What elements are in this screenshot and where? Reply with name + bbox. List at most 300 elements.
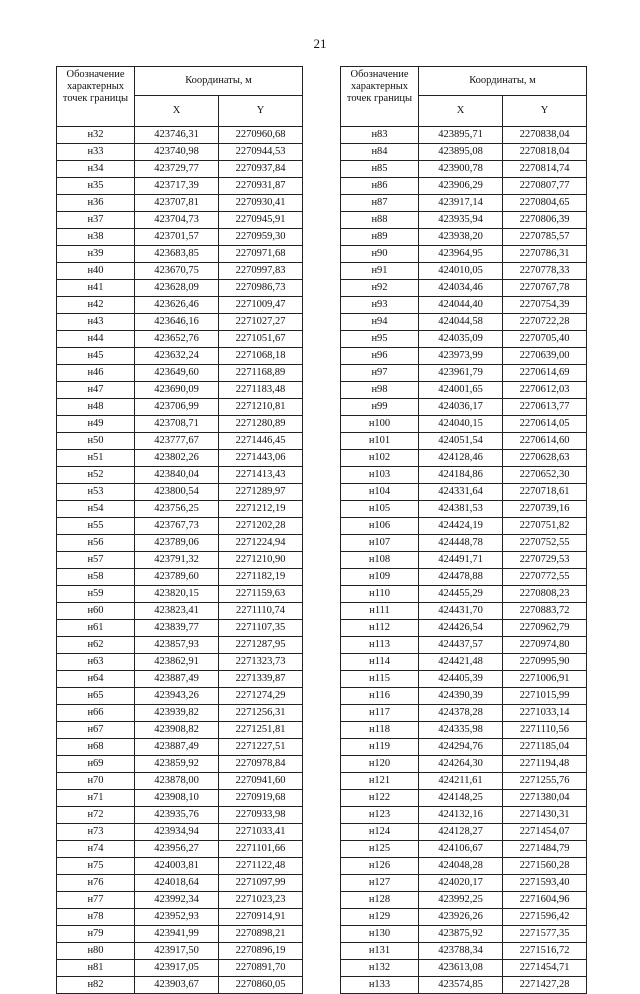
x-coordinate-cell: 423788,34 (419, 943, 503, 960)
point-id-cell: н99 (341, 399, 419, 416)
table-row (341, 399, 587, 416)
point-id-cell: н117 (341, 705, 419, 722)
table-row (57, 620, 303, 637)
point-id-cell: н36 (57, 195, 135, 212)
y-coordinate-cell: 2270896,19 (219, 943, 303, 960)
table-row (341, 263, 587, 280)
x-coordinate-cell: 423789,60 (135, 569, 219, 586)
point-id-cell: н54 (57, 501, 135, 518)
table-row (341, 212, 587, 229)
point-id-cell: н79 (57, 926, 135, 943)
point-id-cell: н131 (341, 943, 419, 960)
y-coordinate-cell: 2270883,72 (503, 603, 587, 620)
point-id-cell: н75 (57, 858, 135, 875)
x-coordinate-cell: 424390,39 (419, 688, 503, 705)
point-id-cell: н85 (341, 161, 419, 178)
x-coordinate-cell: 423789,06 (135, 535, 219, 552)
x-coordinate-cell: 424455,29 (419, 586, 503, 603)
point-id-cell: н89 (341, 229, 419, 246)
y-coordinate-cell: 2271068,18 (219, 348, 303, 365)
point-id-cell: н103 (341, 467, 419, 484)
x-coordinate-cell: 423690,09 (135, 382, 219, 399)
y-coordinate-cell: 2270807,77 (503, 178, 587, 195)
x-coordinate-cell: 423628,09 (135, 280, 219, 297)
y-coordinate-cell: 2270722,28 (503, 314, 587, 331)
y-coordinate-cell: 2270785,57 (503, 229, 587, 246)
point-id-cell: н87 (341, 195, 419, 212)
table-row (341, 552, 587, 569)
y-coordinate-cell: 2270959,30 (219, 229, 303, 246)
table-row (57, 416, 303, 433)
y-coordinate-cell: 2271224,94 (219, 535, 303, 552)
point-id-cell: н130 (341, 926, 419, 943)
y-coordinate-cell: 2271380,04 (503, 790, 587, 807)
y-coordinate-cell: 2271194,48 (503, 756, 587, 773)
table-row (57, 195, 303, 212)
point-id-cell: н106 (341, 518, 419, 535)
y-coordinate-cell: 2270941,60 (219, 773, 303, 790)
x-coordinate-cell: 424431,70 (419, 603, 503, 620)
x-coordinate-cell: 423917,50 (135, 943, 219, 960)
table-row (341, 909, 587, 926)
x-coordinate-cell: 423895,71 (419, 127, 503, 144)
y-coordinate-cell: 2270652,30 (503, 467, 587, 484)
y-coordinate-cell: 2271339,87 (219, 671, 303, 688)
x-coordinate-cell: 424211,61 (419, 773, 503, 790)
x-coordinate-cell: 423992,25 (419, 892, 503, 909)
y-coordinate-cell: 2270705,40 (503, 331, 587, 348)
table-row (341, 229, 587, 246)
table-row (341, 535, 587, 552)
point-id-cell: н113 (341, 637, 419, 654)
x-coordinate-cell: 423729,77 (135, 161, 219, 178)
y-coordinate-cell: 2271182,19 (219, 569, 303, 586)
point-id-cell: н32 (57, 127, 135, 144)
x-coordinate-cell: 424036,17 (419, 399, 503, 416)
table-row (341, 161, 587, 178)
y-coordinate-cell: 2271097,99 (219, 875, 303, 892)
x-coordinate-cell: 423704,73 (135, 212, 219, 229)
y-coordinate-cell: 2271430,31 (503, 807, 587, 824)
x-coordinate-cell: 423908,10 (135, 790, 219, 807)
point-id-cell: н114 (341, 654, 419, 671)
table-row (341, 671, 587, 688)
point-id-cell: н78 (57, 909, 135, 926)
table-row (57, 671, 303, 688)
point-id-cell: н95 (341, 331, 419, 348)
table-row (57, 739, 303, 756)
table-row (57, 654, 303, 671)
point-id-cell: н110 (341, 586, 419, 603)
coordinates-table-right (340, 66, 587, 994)
table-row (341, 450, 587, 467)
page-number: 21 (313, 36, 327, 51)
x-coordinate-cell: 424331,64 (419, 484, 503, 501)
x-coordinate-cell: 423839,77 (135, 620, 219, 637)
table-body-left (57, 127, 303, 994)
point-id-cell: н133 (341, 977, 419, 994)
point-id-cell: н38 (57, 229, 135, 246)
header-coordinates: Координаты, м (135, 67, 303, 96)
y-coordinate-cell: 2271183,48 (219, 382, 303, 399)
header-coordinates: Координаты, м (419, 67, 587, 96)
table-row (57, 212, 303, 229)
x-coordinate-cell: 423952,93 (135, 909, 219, 926)
x-coordinate-cell: 423717,39 (135, 178, 219, 195)
table-row (341, 365, 587, 382)
y-coordinate-cell: 2271033,41 (219, 824, 303, 841)
x-coordinate-cell: 423767,73 (135, 518, 219, 535)
y-coordinate-cell: 2270752,55 (503, 535, 587, 552)
point-id-cell: н125 (341, 841, 419, 858)
point-id-cell: н71 (57, 790, 135, 807)
y-coordinate-cell: 2270718,61 (503, 484, 587, 501)
point-id-cell: н80 (57, 943, 135, 960)
point-id-cell: н94 (341, 314, 419, 331)
table-row (341, 790, 587, 807)
table-row (341, 756, 587, 773)
table-row (57, 807, 303, 824)
table-row (57, 314, 303, 331)
header-y: Y (503, 95, 587, 126)
table-row (341, 620, 587, 637)
point-id-cell: н39 (57, 246, 135, 263)
y-coordinate-cell: 2271516,72 (503, 943, 587, 960)
x-coordinate-cell: 424051,54 (419, 433, 503, 450)
table-row (57, 909, 303, 926)
y-coordinate-cell: 2270628,63 (503, 450, 587, 467)
header-point: Обозначение характерных точек границы (57, 67, 135, 127)
point-id-cell: н70 (57, 773, 135, 790)
x-coordinate-cell: 424010,05 (419, 263, 503, 280)
y-coordinate-cell: 2271255,76 (503, 773, 587, 790)
x-coordinate-cell: 424381,53 (419, 501, 503, 518)
y-coordinate-cell: 2271227,51 (219, 739, 303, 756)
table-row (341, 348, 587, 365)
table-row (57, 297, 303, 314)
x-coordinate-cell: 424020,17 (419, 875, 503, 892)
table-row (57, 263, 303, 280)
coordinates-table-left (56, 66, 303, 994)
table-row (57, 348, 303, 365)
point-id-cell: н74 (57, 841, 135, 858)
table-row (57, 501, 303, 518)
table-row (57, 569, 303, 586)
table-row (57, 790, 303, 807)
table-row (57, 722, 303, 739)
table-row (57, 892, 303, 909)
x-coordinate-cell: 423859,92 (135, 756, 219, 773)
table-row (57, 433, 303, 450)
table-row (57, 858, 303, 875)
point-id-cell: н116 (341, 688, 419, 705)
y-coordinate-cell: 2271051,67 (219, 331, 303, 348)
point-id-cell: н73 (57, 824, 135, 841)
point-id-cell: н66 (57, 705, 135, 722)
point-id-cell: н112 (341, 620, 419, 637)
x-coordinate-cell: 424184,86 (419, 467, 503, 484)
x-coordinate-cell: 423875,92 (419, 926, 503, 943)
table-row (341, 960, 587, 977)
point-id-cell: н111 (341, 603, 419, 620)
point-id-cell: н107 (341, 535, 419, 552)
x-coordinate-cell: 424128,46 (419, 450, 503, 467)
table-row (341, 501, 587, 518)
point-id-cell: н46 (57, 365, 135, 382)
y-coordinate-cell: 2271006,91 (503, 671, 587, 688)
y-coordinate-cell: 2271577,35 (503, 926, 587, 943)
x-coordinate-cell: 423840,04 (135, 467, 219, 484)
point-id-cell: н100 (341, 416, 419, 433)
y-coordinate-cell: 2271185,04 (503, 739, 587, 756)
y-coordinate-cell: 2271427,28 (503, 977, 587, 994)
x-coordinate-cell: 423649,60 (135, 365, 219, 382)
y-coordinate-cell: 2271323,73 (219, 654, 303, 671)
point-id-cell: н90 (341, 246, 419, 263)
x-coordinate-cell: 423941,99 (135, 926, 219, 943)
y-coordinate-cell: 2270739,16 (503, 501, 587, 518)
x-coordinate-cell: 423683,85 (135, 246, 219, 263)
table-row (341, 875, 587, 892)
x-coordinate-cell: 423973,99 (419, 348, 503, 365)
x-coordinate-cell: 423777,67 (135, 433, 219, 450)
point-id-cell: н41 (57, 280, 135, 297)
point-id-cell: н104 (341, 484, 419, 501)
y-coordinate-cell: 2271122,48 (219, 858, 303, 875)
x-coordinate-cell: 423961,79 (419, 365, 503, 382)
point-id-cell: н49 (57, 416, 135, 433)
table-body-right (341, 127, 587, 994)
table-row (341, 484, 587, 501)
point-id-cell: н123 (341, 807, 419, 824)
x-coordinate-cell: 424478,88 (419, 569, 503, 586)
table-row (341, 416, 587, 433)
x-coordinate-cell: 423938,20 (419, 229, 503, 246)
y-coordinate-cell: 2270997,83 (219, 263, 303, 280)
x-coordinate-cell: 423943,26 (135, 688, 219, 705)
x-coordinate-cell: 424405,39 (419, 671, 503, 688)
x-coordinate-cell: 423862,91 (135, 654, 219, 671)
y-coordinate-cell: 2270767,78 (503, 280, 587, 297)
table-row (57, 773, 303, 790)
y-coordinate-cell: 2270860,05 (219, 977, 303, 994)
point-id-cell: н55 (57, 518, 135, 535)
x-coordinate-cell: 423708,71 (135, 416, 219, 433)
table-row (57, 484, 303, 501)
x-coordinate-cell: 424040,15 (419, 416, 503, 433)
y-coordinate-cell: 2271287,95 (219, 637, 303, 654)
x-coordinate-cell: 423652,76 (135, 331, 219, 348)
point-id-cell: н82 (57, 977, 135, 994)
y-coordinate-cell: 2270930,41 (219, 195, 303, 212)
point-id-cell: н72 (57, 807, 135, 824)
header-y: Y (219, 95, 303, 126)
table-row (341, 858, 587, 875)
y-coordinate-cell: 2270751,82 (503, 518, 587, 535)
y-coordinate-cell: 2270806,39 (503, 212, 587, 229)
table-row (57, 756, 303, 773)
x-coordinate-cell: 424128,27 (419, 824, 503, 841)
y-coordinate-cell: 2271413,43 (219, 467, 303, 484)
y-coordinate-cell: 2270995,90 (503, 654, 587, 671)
x-coordinate-cell: 423917,14 (419, 195, 503, 212)
y-coordinate-cell: 2271604,96 (503, 892, 587, 909)
point-id-cell: н105 (341, 501, 419, 518)
y-coordinate-cell: 2270814,74 (503, 161, 587, 178)
table-row (57, 960, 303, 977)
point-id-cell: н67 (57, 722, 135, 739)
y-coordinate-cell: 2270937,84 (219, 161, 303, 178)
y-coordinate-cell: 2270974,80 (503, 637, 587, 654)
point-id-cell: н83 (341, 127, 419, 144)
y-coordinate-cell: 2270986,73 (219, 280, 303, 297)
x-coordinate-cell: 424294,76 (419, 739, 503, 756)
point-id-cell: н57 (57, 552, 135, 569)
x-coordinate-cell: 424048,28 (419, 858, 503, 875)
x-coordinate-cell: 423802,26 (135, 450, 219, 467)
point-id-cell: н60 (57, 603, 135, 620)
y-coordinate-cell: 2270960,68 (219, 127, 303, 144)
y-coordinate-cell: 2271101,66 (219, 841, 303, 858)
x-coordinate-cell: 424437,57 (419, 637, 503, 654)
table-row (341, 314, 587, 331)
table-row (57, 977, 303, 994)
x-coordinate-cell: 423935,76 (135, 807, 219, 824)
x-coordinate-cell: 423701,57 (135, 229, 219, 246)
x-coordinate-cell: 423632,24 (135, 348, 219, 365)
y-coordinate-cell: 2270613,77 (503, 399, 587, 416)
table-row (57, 552, 303, 569)
table-row (341, 280, 587, 297)
table-row (57, 688, 303, 705)
x-coordinate-cell: 424132,16 (419, 807, 503, 824)
table-row (57, 365, 303, 382)
point-id-cell: н93 (341, 297, 419, 314)
x-coordinate-cell: 424424,19 (419, 518, 503, 535)
y-coordinate-cell: 2271210,81 (219, 399, 303, 416)
x-coordinate-cell: 423964,95 (419, 246, 503, 263)
point-id-cell: н40 (57, 263, 135, 280)
y-coordinate-cell: 2271168,89 (219, 365, 303, 382)
y-coordinate-cell: 2270962,79 (503, 620, 587, 637)
table-row (341, 637, 587, 654)
point-id-cell: н96 (341, 348, 419, 365)
table-row (57, 875, 303, 892)
y-coordinate-cell: 2271023,23 (219, 892, 303, 909)
point-id-cell: н50 (57, 433, 135, 450)
table-row (341, 246, 587, 263)
point-id-cell: н121 (341, 773, 419, 790)
x-coordinate-cell: 423900,78 (419, 161, 503, 178)
y-coordinate-cell: 2271159,63 (219, 586, 303, 603)
y-coordinate-cell: 2270933,98 (219, 807, 303, 824)
x-coordinate-cell: 423992,34 (135, 892, 219, 909)
header-x: X (419, 95, 503, 126)
x-coordinate-cell: 423820,15 (135, 586, 219, 603)
point-id-cell: н88 (341, 212, 419, 229)
x-coordinate-cell: 423574,85 (419, 977, 503, 994)
header-x: X (135, 95, 219, 126)
point-id-cell: н97 (341, 365, 419, 382)
table-row (341, 382, 587, 399)
table-row (341, 144, 587, 161)
table-row (57, 824, 303, 841)
x-coordinate-cell: 423707,81 (135, 195, 219, 212)
x-coordinate-cell: 423908,82 (135, 722, 219, 739)
y-coordinate-cell: 2270639,00 (503, 348, 587, 365)
table-row (57, 943, 303, 960)
point-id-cell: н84 (341, 144, 419, 161)
table-row (341, 603, 587, 620)
y-coordinate-cell: 2271251,81 (219, 722, 303, 739)
point-id-cell: н61 (57, 620, 135, 637)
table-row (57, 246, 303, 263)
table-row (57, 586, 303, 603)
point-id-cell: н77 (57, 892, 135, 909)
point-id-cell: н119 (341, 739, 419, 756)
table-row (341, 297, 587, 314)
table-row (57, 382, 303, 399)
x-coordinate-cell: 424264,30 (419, 756, 503, 773)
table-row (57, 399, 303, 416)
point-id-cell: н86 (341, 178, 419, 195)
x-coordinate-cell: 424001,65 (419, 382, 503, 399)
point-id-cell: н52 (57, 467, 135, 484)
y-coordinate-cell: 2270914,91 (219, 909, 303, 926)
point-id-cell: н58 (57, 569, 135, 586)
point-id-cell: н109 (341, 569, 419, 586)
y-coordinate-cell: 2270931,87 (219, 178, 303, 195)
x-coordinate-cell: 423646,16 (135, 314, 219, 331)
x-coordinate-cell: 423746,31 (135, 127, 219, 144)
point-id-cell: н91 (341, 263, 419, 280)
table-row (341, 127, 587, 144)
point-id-cell: н101 (341, 433, 419, 450)
x-coordinate-cell: 424335,98 (419, 722, 503, 739)
table-row (57, 705, 303, 722)
point-id-cell: н129 (341, 909, 419, 926)
point-id-cell: н132 (341, 960, 419, 977)
table-row (57, 127, 303, 144)
point-id-cell: н53 (57, 484, 135, 501)
y-coordinate-cell: 2270978,84 (219, 756, 303, 773)
point-id-cell: н128 (341, 892, 419, 909)
y-coordinate-cell: 2270612,03 (503, 382, 587, 399)
table-row (57, 229, 303, 246)
y-coordinate-cell: 2270944,53 (219, 144, 303, 161)
point-id-cell: н122 (341, 790, 419, 807)
x-coordinate-cell: 423895,08 (419, 144, 503, 161)
x-coordinate-cell: 423740,98 (135, 144, 219, 161)
point-id-cell: н102 (341, 450, 419, 467)
y-coordinate-cell: 2271009,47 (219, 297, 303, 314)
table-row (341, 739, 587, 756)
y-coordinate-cell: 2270754,39 (503, 297, 587, 314)
table-row (57, 331, 303, 348)
point-id-cell: н64 (57, 671, 135, 688)
x-coordinate-cell: 423917,05 (135, 960, 219, 977)
y-coordinate-cell: 2270729,53 (503, 552, 587, 569)
table-row (57, 280, 303, 297)
y-coordinate-cell: 2271212,19 (219, 501, 303, 518)
y-coordinate-cell: 2271560,28 (503, 858, 587, 875)
y-coordinate-cell: 2271596,42 (503, 909, 587, 926)
point-id-cell: н45 (57, 348, 135, 365)
y-coordinate-cell: 2270786,31 (503, 246, 587, 263)
x-coordinate-cell: 423935,94 (419, 212, 503, 229)
table-row (57, 161, 303, 178)
x-coordinate-cell: 424018,64 (135, 875, 219, 892)
